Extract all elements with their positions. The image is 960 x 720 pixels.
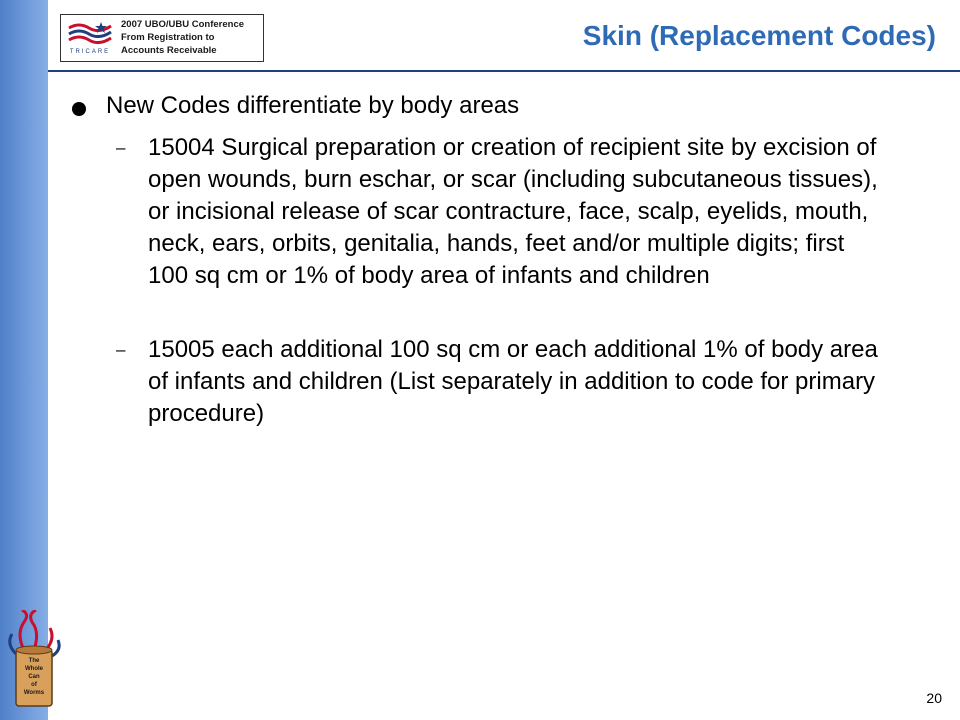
logo-caption [121, 18, 263, 57]
conference-logo [60, 14, 264, 62]
dash-icon: – [116, 340, 126, 359]
sub-bullet-text: 15005 each additional 100 sq cm or each additional 1% of body area of infants and children (List separately in addition to code for primary procedure) [148, 336, 878, 427]
mascot-label-5: Worms [23, 690, 45, 696]
slide-title: Skin (Replacement Codes) [582, 20, 936, 51]
can-of-worms-icon [4, 610, 64, 710]
page-number: 20 [926, 690, 942, 706]
dash-icon: – [116, 138, 126, 157]
header-divider [48, 70, 960, 72]
sub-bullet-15005 [72, 334, 932, 430]
logo-line-2: From Registration to [121, 32, 215, 43]
mascot-label-2: Whole [25, 666, 43, 672]
bullet-icon [72, 102, 86, 116]
mascot-label-1: The [28, 658, 40, 664]
logo-line-1: 2007 UBO/UBU Conference [121, 19, 245, 30]
tricare-flag-icon [65, 20, 115, 58]
logo-line-3: Accounts Receivable [121, 45, 217, 56]
slide-body [72, 90, 932, 430]
main-bullet-text: New Codes differentiate by body areas [106, 92, 520, 119]
sub-bullet-text: 15004 Surgical preparation or creation of recipient site by excision of open wounds, burn eschar, or scar (including subcutaneous tissues), or incisional release of scar contracture, face, scalp, eyelids, mouth, neck, ears, orbits, genitalia, hands, feet and/or multiple digits; first 100 sq cm or 1% of body area of infants and children [148, 134, 878, 289]
sub-bullet-15004 [72, 132, 932, 292]
mascot-label-4: of [31, 682, 37, 688]
svg-text:TRICARE: TRICARE [69, 49, 111, 55]
main-bullet [72, 90, 932, 122]
mascot-label-3: Can [28, 674, 40, 680]
